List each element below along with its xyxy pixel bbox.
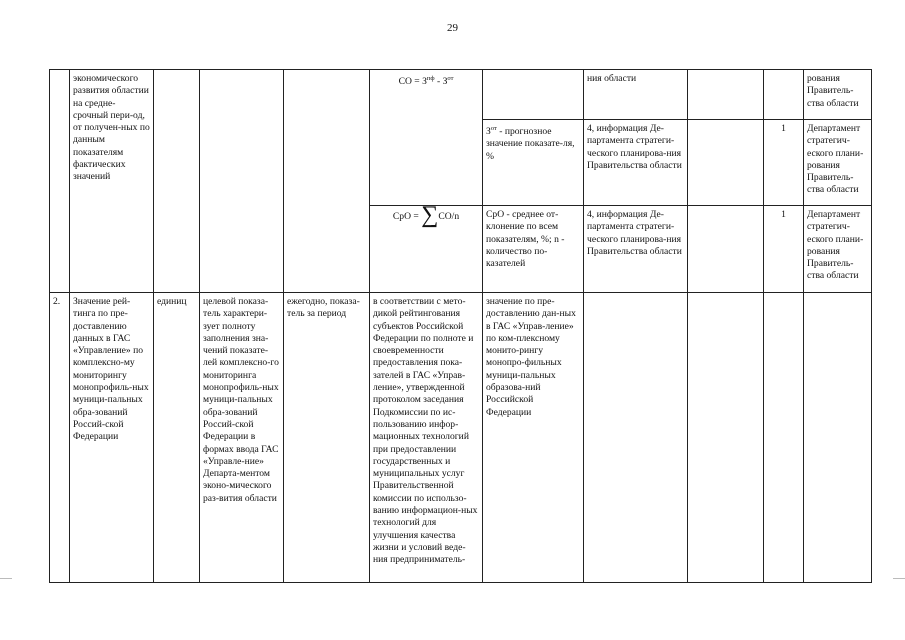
cell-number: 2.	[50, 293, 70, 583]
scan-edge-mark	[0, 578, 12, 579]
cell-formula-co	[370, 70, 483, 206]
cell-formula-cro	[370, 206, 483, 293]
cell-number	[50, 70, 70, 293]
table-row	[50, 293, 872, 583]
cell-responsible: Департамент стратегич-еского плани-рования Правитель-ства области	[804, 120, 872, 206]
formula-co-mid: - З	[434, 76, 448, 88]
cell-population	[688, 120, 764, 206]
cell-periodicity: ежегодно, показа-тель за период	[284, 293, 370, 583]
cell-population	[688, 70, 764, 120]
cell-code	[764, 293, 804, 583]
cell-unit	[154, 70, 200, 293]
cell-code	[764, 70, 804, 120]
cell-algorithm: в соответствии с мето-дикой рейтингования субъектов Российской Федерации по полноте и своевременности предоставления пока-зателей в ГАС «Управ-ление», утвержденной протоколом заседания Подкомиссии по ис-пользованию инфор-мационных технологий при предоставлении государственных и муниципальных услуг Правительственной комиссии по использо-ванию информацион-ных технологий для улучшения качества жизни и условий веде-ния предприниматель-	[370, 293, 483, 583]
indicator-table	[49, 69, 872, 583]
formula-cro-text: CрО =	[392, 211, 422, 222]
cell-basic-indicators	[483, 70, 584, 120]
cell-basic-indicators: СрО - среднее от-клонение по всем показателям, %; n - количество по-казателей	[483, 206, 584, 293]
var-prefix: З	[486, 126, 491, 138]
cell-population	[688, 293, 764, 583]
formula-co-sup2: от	[447, 75, 454, 82]
formula-cro-rest: CO/n	[438, 211, 460, 222]
formula-co-sup1: пф	[426, 75, 435, 82]
cell-collection-method: 4, информация Де-партамента стратеги-ческого планирова-ния Правительства области	[584, 206, 688, 293]
cell-basic-indicators: значение по пре-доставлению дан-ных в ГАС «Управ-ление» по ком-плексному монито-рингу монопро-фильных муници-пальных образова-ний Российской Федерации	[483, 293, 584, 583]
cell-responsible: Департамент стратегич-еского плани-рования Правитель-ства области	[804, 206, 872, 293]
cell-responsible	[804, 293, 872, 583]
cell-indicator-name: экономического развития областии на средне-срочный пери-од, от получен-ных по данным показателям фактических значений	[70, 70, 154, 293]
var-desc: - прогнозное значение показате-ля, %	[486, 126, 575, 162]
cell-code: 1	[764, 206, 804, 293]
cell-periodicity	[284, 70, 370, 293]
cell-code: 1	[764, 120, 804, 206]
cell-collection-method: ния области	[584, 70, 688, 120]
scan-edge-mark	[893, 578, 905, 579]
cell-definition: целевой показа-тель характери-зует полноту заполнения зна-чений показате-лей комплексно-го мониторинга монопрофиль-ных муници-пальных обра-зований Россий-ской Федерации в формах ввода ГАС «Управле-ние» Департа-ментом эконо-мического раз-вития области	[200, 293, 284, 583]
var-sup: от	[490, 125, 497, 132]
cell-basic-indicators	[483, 120, 584, 206]
table-row	[50, 70, 872, 120]
cell-collection-method	[584, 293, 688, 583]
sigma-symbol: ∑	[421, 205, 439, 228]
cell-unit: единиц	[154, 293, 200, 583]
cell-indicator-name: Значение рей-тинга по пре-доставлению данных в ГАС «Управление» по комплексно-му мониторингу монопрофиль-ных муници-пальных обра-зований Россий-ской Федерации	[70, 293, 154, 583]
cell-population	[688, 206, 764, 293]
cell-responsible: рования Правитель-ства области	[804, 70, 872, 120]
cell-collection-method: 4, информация Де-партамента стратеги-ческого планирова-ния Правительства области	[584, 120, 688, 206]
page-number: 29	[447, 22, 458, 34]
formula-co-text: СО = З	[398, 76, 427, 88]
cell-definition	[200, 70, 284, 293]
